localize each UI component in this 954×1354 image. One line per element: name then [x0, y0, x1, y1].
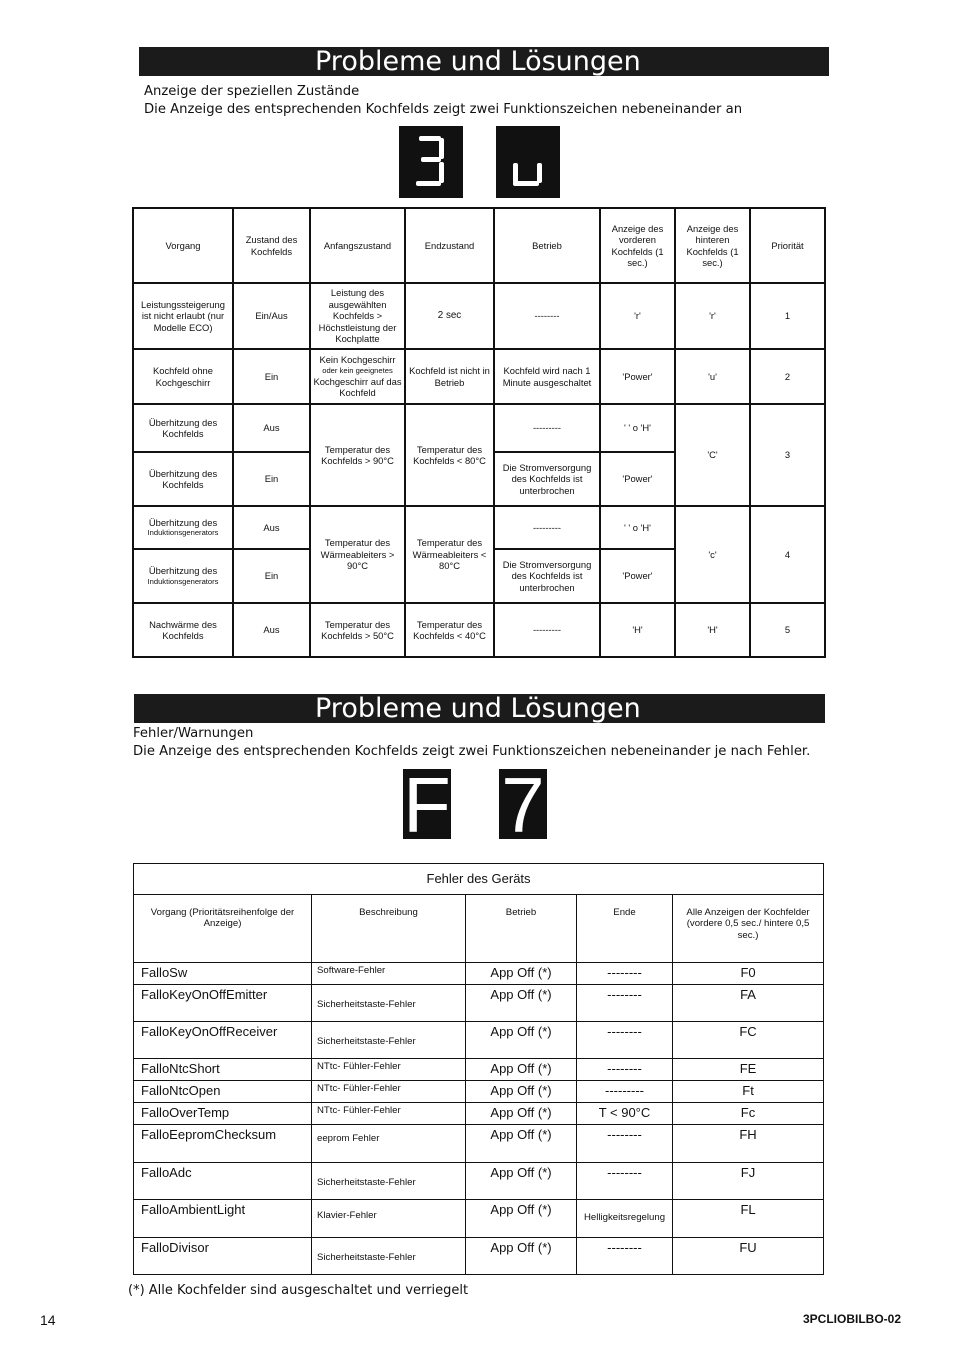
cell-name: FalloOverTemp: [134, 1103, 312, 1125]
cell-ende: --------: [577, 1022, 673, 1059]
cell-name: FalloAmbientLight: [134, 1200, 312, 1238]
cell-code: FA: [673, 985, 824, 1022]
header-end: Endzustand: [405, 208, 494, 283]
cell-vorne: ' ' o 'H': [600, 404, 675, 452]
cell-name: FalloEepromChecksum: [134, 1125, 312, 1163]
cell-desc: Software-Fehler: [312, 963, 466, 985]
table-row: [133, 603, 825, 657]
cell-prio: 3: [750, 404, 825, 506]
cell-ende: --------: [577, 1163, 673, 1200]
cell-vorgang: [133, 506, 233, 549]
cell-betrieb: ---------: [494, 404, 600, 452]
cell-zustand: Ein: [233, 452, 310, 506]
cell-anfang: Temperatur des Kochfelds > 90°C: [310, 404, 405, 506]
cell-code: FJ: [673, 1163, 824, 1200]
header-betrieb: Betrieb: [466, 895, 577, 963]
cell-name: FalloNtcOpen: [134, 1081, 312, 1103]
header-zustand: Zustand des Kochfelds: [233, 208, 310, 283]
cell-prio: 4: [750, 506, 825, 603]
cell-ende: ---------: [577, 1081, 673, 1103]
display-digit-left: [399, 126, 463, 198]
header-vorgang: Vorgang (Prioritätsreihenfolge der Anzeige): [134, 895, 312, 963]
display-digit-right: [499, 761, 547, 849]
cell-desc: Klavier-Fehler: [312, 1200, 466, 1238]
cell-ende: --------: [577, 1125, 673, 1163]
cell-vorne: 'Power': [600, 349, 675, 404]
table-row: [134, 963, 824, 985]
header-prio: Priorität: [750, 208, 825, 283]
display-digit-right: [496, 126, 560, 198]
cell-vorgang: Leistungssteigerung ist nicht erlaubt (nur Modelle ECO): [133, 283, 233, 349]
cell-hinten: 'c': [675, 506, 750, 603]
cell-betrieb: App Off (*): [466, 1125, 577, 1163]
cell-vorne: 'Power': [600, 549, 675, 603]
cell-end: Temperatur des Kochfelds < 40°C: [405, 603, 494, 657]
cell-ende: --------: [577, 1059, 673, 1081]
cell-betrieb: App Off (*): [466, 1200, 577, 1238]
device-errors-table: [133, 863, 824, 1275]
cell-betrieb: Die Stromversorgung des Kochfelds ist unterbrochen: [494, 452, 600, 506]
special-states-table: [132, 207, 826, 658]
table-row: [133, 506, 825, 549]
cell-desc: Sicherheitstaste-Fehler: [312, 1022, 466, 1059]
cell-vorgang: Nachwärme des Kochfelds: [133, 603, 233, 657]
table-row: [133, 404, 825, 452]
table-row: [133, 283, 825, 349]
cell-zustand: Aus: [233, 506, 310, 549]
cell-hinten: 'H': [675, 603, 750, 657]
footnote: (*) Alle Kochfelder sind ausgeschaltet und verriegelt: [128, 1283, 469, 1298]
cell-ende: Helligkeitsregelung: [577, 1200, 673, 1238]
header-anfang: Anfangszustand: [310, 208, 405, 283]
cell-betrieb: ---------: [494, 603, 600, 657]
cell-code: Fc: [673, 1103, 824, 1125]
cell-zustand: Aus: [233, 404, 310, 452]
cell-name: FalloAdc: [134, 1163, 312, 1200]
cell-anfang-line: Kein Kochgeschirr: [319, 354, 396, 366]
cell-code: FL: [673, 1200, 824, 1238]
cell-ende: --------: [577, 963, 673, 985]
display-digit-right-value: 7: [501, 761, 545, 849]
cell-vorgang-line: Überhitzung des: [148, 516, 218, 528]
table-row: [133, 349, 825, 404]
section-title-banner: [139, 47, 829, 76]
cell-desc: Sicherheitstaste-Fehler: [312, 985, 466, 1022]
cell-ende: --------: [577, 985, 673, 1022]
cell-name: FalloDivisor: [134, 1238, 312, 1275]
header-hinten: Anzeige des hinteren Kochfelds (1 sec.): [675, 208, 750, 283]
display-digit-left: [403, 761, 451, 849]
cell-betrieb: App Off (*): [466, 1081, 577, 1103]
intro-text: Die Anzeige des entsprechenden Kochfelds zeigt zwei Funktionszeichen nebeneinander je nach Fehler.: [133, 744, 811, 759]
cell-end: 2 sec: [405, 283, 494, 349]
cell-vorgang: Überhitzung des Kochfelds: [133, 452, 233, 506]
cell-zustand: Ein/Aus: [233, 283, 310, 349]
cell-betrieb: --------: [494, 283, 600, 349]
intro-subtitle: Anzeige der speziellen Zustände: [144, 84, 360, 99]
table-title: Fehler des Geräts: [134, 864, 824, 895]
page-number: 14: [40, 1312, 56, 1328]
cell-name: FalloKeyOnOffReceiver: [134, 1022, 312, 1059]
cell-vorne: 'r': [600, 283, 675, 349]
cell-prio: 2: [750, 349, 825, 404]
table-row: [134, 1103, 824, 1125]
cell-name: FalloNtcShort: [134, 1059, 312, 1081]
header-vorne: Anzeige des vorderen Kochfelds (1 sec.): [600, 208, 675, 283]
cell-code: F0: [673, 963, 824, 985]
cell-desc: Sicherheitstaste-Fehler: [312, 1163, 466, 1200]
header-anzeigen: Alle Anzeigen der Kochfelder (vordere 0,5 sec./ hintere 0,5 sec.): [673, 895, 824, 963]
cell-zustand: Aus: [233, 603, 310, 657]
header-ende: Ende: [577, 895, 673, 963]
cell-code: FE: [673, 1059, 824, 1081]
cell-desc: NTtc- Fühler-Fehler: [312, 1103, 466, 1125]
cell-betrieb: App Off (*): [466, 1022, 577, 1059]
cell-betrieb: App Off (*): [466, 985, 577, 1022]
cell-name: FalloSw: [134, 963, 312, 985]
cell-code: Ft: [673, 1081, 824, 1103]
document-code: 3PCLIOBILBO-02: [803, 1312, 902, 1326]
table-row: [134, 1200, 824, 1238]
cell-anfang-line: oder kein geeignetes: [322, 365, 393, 375]
cell-betrieb: App Off (*): [466, 1059, 577, 1081]
cell-vorne: 'Power': [600, 452, 675, 506]
table-header-row: [134, 895, 824, 963]
cell-vorgang: Kochfeld ohne Kochgeschirr: [133, 349, 233, 404]
cell-desc: eeprom Fehler: [312, 1125, 466, 1163]
cell-betrieb: App Off (*): [466, 1163, 577, 1200]
cell-zustand: Ein: [233, 349, 310, 404]
intro-subtitle: Fehler/Warnungen: [133, 726, 254, 741]
cell-hinten: 'C': [675, 404, 750, 506]
cell-betrieb: Die Stromversorgung des Kochfelds ist unterbrochen: [494, 549, 600, 603]
cell-prio: 1: [750, 283, 825, 349]
table-row: [134, 1022, 824, 1059]
cell-vorgang-line: Induktionsgenerators: [147, 576, 219, 586]
intro-text: Die Anzeige des entsprechenden Kochfelds zeigt zwei Funktionszeichen nebeneinander an: [144, 102, 743, 117]
cell-desc: Sicherheitstaste-Fehler: [312, 1238, 466, 1275]
cell-hinten: 'r': [675, 283, 750, 349]
cell-ende: T < 90°C: [577, 1103, 673, 1125]
table-row: [134, 1059, 824, 1081]
table-row: [134, 985, 824, 1022]
section-title: Probleme und Lösungen: [315, 46, 641, 77]
cell-anfang: [310, 349, 405, 404]
cell-betrieb: App Off (*): [466, 1103, 577, 1125]
cell-betrieb: App Off (*): [466, 963, 577, 985]
display-digit-left-value: F: [403, 761, 451, 849]
table-row: [134, 1163, 824, 1200]
cell-end: Temperatur des Kochfelds < 80°C: [405, 404, 494, 506]
cell-prio: 5: [750, 603, 825, 657]
cell-anfang: Leistung des ausgewählten Kochfelds > Höchstleistung der Kochplatte: [310, 283, 405, 349]
cell-desc: NTtc- Fühler-Fehler: [312, 1059, 466, 1081]
cell-zustand: Ein: [233, 549, 310, 603]
header-betrieb: Betrieb: [494, 208, 600, 283]
cell-hinten: 'u': [675, 349, 750, 404]
cell-vorgang-line: Überhitzung des: [148, 565, 218, 577]
table-header-row: [133, 208, 825, 283]
cell-betrieb: App Off (*): [466, 1238, 577, 1275]
header-beschreibung: Beschreibung: [312, 895, 466, 963]
table-row: [134, 1125, 824, 1163]
cell-desc: NTtc- Fühler-Fehler: [312, 1081, 466, 1103]
section-title: Probleme und Lösungen: [315, 693, 641, 724]
cell-anfang-line: Kochgeschirr auf das Kochfeld: [313, 375, 402, 399]
cell-vorne: ' ' o 'H': [600, 506, 675, 549]
cell-anfang: Temperatur des Kochfelds > 50°C: [310, 603, 405, 657]
cell-betrieb: ---------: [494, 506, 600, 549]
cell-code: FC: [673, 1022, 824, 1059]
cell-vorgang: [133, 549, 233, 603]
cell-vorgang-line: Induktionsgenerators: [147, 528, 219, 538]
section-title-banner: [134, 694, 825, 723]
cell-name: FalloKeyOnOffEmitter: [134, 985, 312, 1022]
cell-ende: --------: [577, 1238, 673, 1275]
cell-code: FU: [673, 1238, 824, 1275]
header-vorgang: Vorgang: [133, 208, 233, 283]
cell-end: Temperatur des Wärmeableiters < 80°C: [405, 506, 494, 603]
cell-code: FH: [673, 1125, 824, 1163]
cell-vorgang: Überhitzung des Kochfelds: [133, 404, 233, 452]
cell-vorne: 'H': [600, 603, 675, 657]
table-row: [134, 1081, 824, 1103]
cell-end: Kochfeld ist nicht in Betrieb: [405, 349, 494, 404]
table-title-row: [134, 864, 824, 895]
cell-anfang: Temperatur des Wärmeableiters > 90°C: [310, 506, 405, 603]
table-row: [134, 1238, 824, 1275]
cell-betrieb: Kochfeld wird nach 1 Minute ausgeschaltet: [494, 349, 600, 404]
